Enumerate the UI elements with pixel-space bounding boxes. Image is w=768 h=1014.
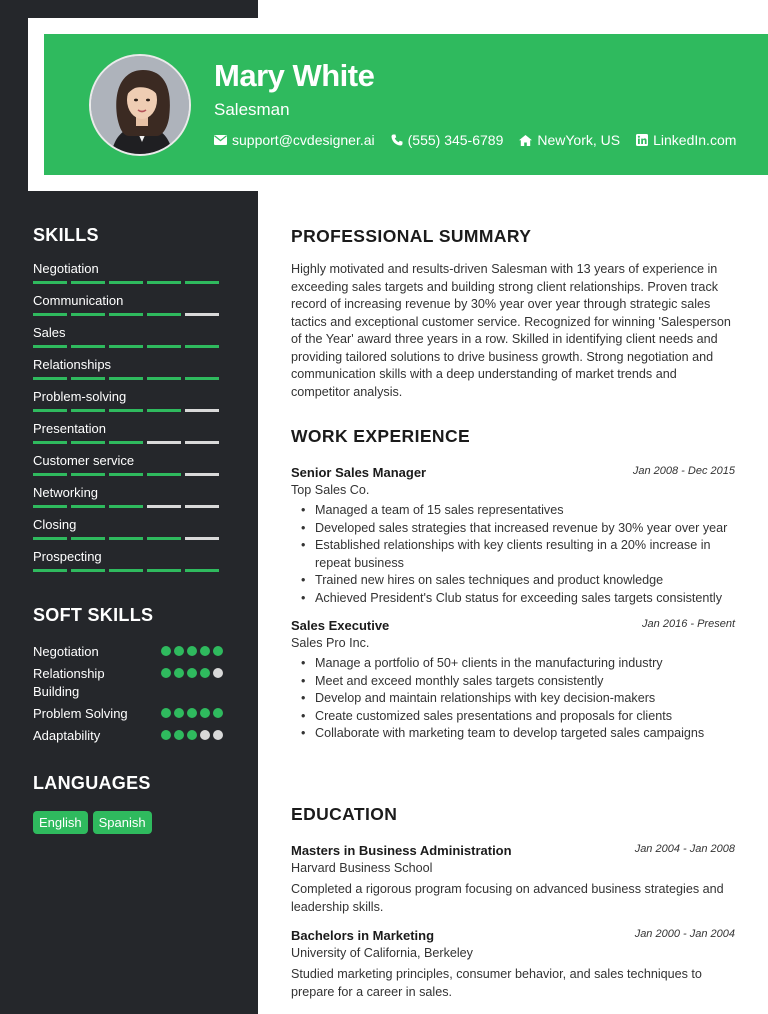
job-date: Jan 2016 - Present — [642, 618, 735, 630]
skill-item — [33, 517, 223, 549]
skill-item — [33, 389, 223, 421]
job-bullet: • Trained new hires on sales techniques and product knowledge — [291, 572, 735, 590]
rating-dot — [187, 708, 197, 718]
rating-dot — [200, 708, 210, 718]
education-header — [291, 928, 735, 945]
skill-item — [33, 293, 223, 325]
skill-level-segment — [33, 505, 67, 508]
contact-email-text: support@cvdesigner.ai — [232, 132, 375, 148]
summary-text: Highly motivated and results-driven Salesman with 13 years of experience in exceeding sales targets and building strong client relationships. Proven track record of increasing revenue by 30% year over year through strategic sales tactics and exceptional customer service. Recognized for winning 'Salesperson of the Year' award three years in a row. Skilled in identifying client needs and providing tailored solutions to drive business growth. Strong negotiation and communication skills with a deep understanding of market trends and competitor analysis. — [291, 262, 731, 399]
education-degree: Bachelors in Marketing — [291, 928, 435, 943]
skills-list — [33, 261, 223, 581]
job-bullet: • Managed a team of 15 sales representatives — [291, 502, 735, 520]
rating-dot — [161, 708, 171, 718]
soft-skill-item — [33, 705, 223, 723]
skill-level-segment — [185, 505, 219, 508]
summary-section — [291, 226, 735, 401]
skill-level-segment — [109, 505, 143, 508]
skill-level-segment — [33, 377, 67, 380]
soft-skills-heading: SOFT SKILLS — [33, 605, 154, 625]
job-bullet: • Manage a portfolio of 50+ clients in the manufacturing industry — [291, 655, 735, 673]
rating-dot — [187, 668, 197, 678]
contact-location-text: NewYork, US — [537, 132, 621, 148]
job-bullet: • Collaborate with marketing team to develop targeted sales campaigns — [291, 725, 735, 743]
skill-level-segment — [185, 473, 219, 476]
job-header — [291, 465, 735, 482]
skill-level-segment — [71, 409, 105, 412]
skill-level-bar — [33, 473, 223, 476]
education-date: Jan 2004 - Jan 2008 — [634, 843, 735, 855]
skill-level-segment — [109, 281, 143, 284]
skill-level-segment — [147, 537, 181, 540]
skill-item — [33, 325, 223, 357]
education-date: Jan 2000 - Jan 2004 — [634, 928, 735, 940]
job-bullets — [291, 502, 735, 607]
job-bullet: • Achieved President's Club status for exceeding sales targets consistently — [291, 590, 735, 608]
contact-location — [519, 132, 620, 148]
education-school: Harvard Business School — [291, 861, 433, 875]
rating-dot — [187, 730, 197, 740]
skill-item — [33, 261, 223, 293]
skill-level-segment — [185, 537, 219, 540]
rating-dot — [174, 708, 184, 718]
rating-dot — [213, 668, 223, 678]
avatar — [89, 54, 191, 156]
soft-skill-name: Relationship Building — [33, 666, 105, 699]
education-entry — [291, 843, 735, 916]
job-header — [291, 618, 735, 635]
rating-dot — [187, 646, 197, 656]
skill-level-segment — [71, 441, 105, 444]
skill-level-segment — [33, 473, 67, 476]
contact-phone-text: (555) 345-6789 — [407, 132, 504, 148]
rating-dot — [161, 668, 171, 678]
skill-level-segment — [33, 409, 67, 412]
contact-phone[interactable] — [391, 132, 504, 148]
skill-level-bar — [33, 409, 223, 412]
summary-heading: PROFESSIONAL SUMMARY — [291, 226, 532, 246]
soft-skill-rating — [158, 668, 223, 678]
rating-dot — [161, 730, 171, 740]
rating-dot — [161, 646, 171, 656]
contact-email[interactable] — [214, 132, 375, 148]
skill-level-segment — [71, 473, 105, 476]
skill-name: Sales — [33, 325, 66, 340]
skill-name: Problem-solving — [33, 389, 127, 404]
skill-level-segment — [109, 441, 143, 444]
skill-level-segment — [185, 313, 219, 316]
skill-item — [33, 421, 223, 453]
job-entry — [291, 465, 735, 607]
education-description: Completed a rigorous program focusing on advanced business strategies and leadership skills. — [291, 882, 724, 914]
skills-heading: SKILLS — [33, 225, 99, 245]
soft-skill-name: Problem Solving — [33, 706, 128, 721]
skill-level-segment — [185, 409, 219, 412]
education-section — [291, 804, 735, 1001]
skill-level-bar — [33, 569, 223, 572]
skill-name: Closing — [33, 517, 77, 532]
candidate-name: Mary White — [214, 58, 375, 93]
skill-level-segment — [185, 345, 219, 348]
header-card — [28, 18, 768, 191]
skill-name: Prospecting — [33, 549, 102, 564]
job-company: Top Sales Co. — [291, 483, 370, 497]
education-school: University of California, Berkeley — [291, 946, 473, 960]
skill-level-segment — [33, 281, 67, 284]
header-banner — [44, 34, 768, 175]
rating-dot — [213, 730, 223, 740]
soft-skill-item — [33, 665, 223, 701]
languages-section — [33, 773, 223, 834]
skill-level-segment — [33, 537, 67, 540]
job-bullet: • Developed sales strategies that increased revenue by 30% year over year — [291, 520, 735, 538]
soft-skill-name: Adaptability — [33, 728, 101, 743]
contact-linkedin[interactable] — [636, 132, 736, 148]
skills-section — [33, 225, 223, 581]
skill-level-segment — [147, 569, 181, 572]
phone-icon — [391, 134, 403, 146]
skill-level-segment — [109, 313, 143, 316]
education-description: Studied marketing principles, consumer behavior, and sales techniques to prepare for a career in sales. — [291, 967, 702, 999]
contact-bar — [214, 132, 752, 148]
job-bullet: • Meet and exceed monthly sales targets consistently — [291, 673, 735, 691]
skill-level-segment — [109, 409, 143, 412]
skill-level-segment — [185, 441, 219, 444]
skill-level-segment — [71, 377, 105, 380]
job-entry — [291, 618, 735, 743]
skill-name: Negotiation — [33, 261, 99, 276]
rating-dot — [174, 730, 184, 740]
skill-level-bar — [33, 377, 223, 380]
skill-level-segment — [71, 505, 105, 508]
experience-heading: WORK EXPERIENCE — [291, 426, 471, 446]
education-degree: Masters in Business Administration — [291, 843, 512, 858]
skill-level-segment — [33, 345, 67, 348]
soft-skill-rating — [158, 730, 223, 740]
experience-section — [291, 426, 735, 743]
skill-level-segment — [71, 537, 105, 540]
skill-level-bar — [33, 313, 223, 316]
skill-level-segment — [147, 473, 181, 476]
skill-level-bar — [33, 505, 223, 508]
soft-skill-item — [33, 643, 223, 661]
skill-level-segment — [109, 569, 143, 572]
skill-level-segment — [109, 377, 143, 380]
skill-name: Communication — [33, 293, 124, 308]
skill-name: Networking — [33, 485, 99, 500]
skill-level-segment — [71, 281, 105, 284]
skill-level-segment — [109, 537, 143, 540]
rating-dot — [174, 646, 184, 656]
skill-level-bar — [33, 281, 223, 284]
skill-level-segment — [71, 313, 105, 316]
skill-level-segment — [185, 377, 219, 380]
skill-level-segment — [33, 441, 67, 444]
education-heading: EDUCATION — [291, 804, 398, 824]
job-title: Senior Sales Manager — [291, 465, 427, 480]
skill-level-segment — [185, 569, 219, 572]
skill-level-bar — [33, 537, 223, 540]
skill-name: Customer service — [33, 453, 135, 468]
job-bullet: • Create customized sales presentations and proposals for clients — [291, 708, 735, 726]
job-title: Sales Executive — [291, 618, 390, 633]
linkedin-icon — [636, 134, 648, 146]
languages-heading: LANGUAGES — [33, 773, 151, 793]
soft-skill-rating — [158, 708, 223, 718]
jobs-list — [291, 465, 735, 743]
skill-item — [33, 357, 223, 389]
job-company: Sales Pro Inc. — [291, 636, 370, 650]
skill-level-segment — [109, 473, 143, 476]
education-entry — [291, 928, 735, 1001]
soft-skills-list — [33, 643, 223, 745]
education-header — [291, 843, 735, 860]
rating-dot — [174, 668, 184, 678]
candidate-title: Salesman — [214, 100, 290, 119]
language-badge: Spanish — [93, 811, 152, 834]
skill-item — [33, 453, 223, 485]
rating-dot — [200, 730, 210, 740]
rating-dot — [200, 646, 210, 656]
soft-skills-section — [33, 605, 223, 749]
skill-level-segment — [71, 569, 105, 572]
skill-level-bar — [33, 441, 223, 444]
rating-dot — [200, 668, 210, 678]
soft-skill-rating — [158, 646, 223, 656]
rating-dot — [213, 646, 223, 656]
skill-level-segment — [147, 313, 181, 316]
job-bullet: • Established relationships with key clients resulting in a 20% increase in repeat business — [291, 537, 735, 572]
envelope-icon — [214, 135, 227, 145]
skill-level-segment — [147, 345, 181, 348]
skill-level-segment — [147, 409, 181, 412]
skill-level-segment — [33, 313, 67, 316]
skill-level-segment — [147, 377, 181, 380]
job-bullets — [291, 655, 735, 743]
skill-level-bar — [33, 345, 223, 348]
skill-name: Relationships — [33, 357, 112, 372]
rating-dot — [213, 708, 223, 718]
skill-level-segment — [147, 505, 181, 508]
home-icon — [519, 135, 532, 146]
skill-level-segment — [33, 569, 67, 572]
skill-level-segment — [109, 345, 143, 348]
skill-name: Presentation — [33, 421, 106, 436]
skill-level-segment — [185, 281, 219, 284]
job-date: Jan 2008 - Dec 2015 — [632, 465, 735, 477]
languages-list — [33, 811, 223, 834]
skill-level-segment — [147, 281, 181, 284]
skill-level-segment — [71, 345, 105, 348]
job-bullet: • Develop and maintain relationships with key decision-makers — [291, 690, 735, 708]
education-list — [291, 843, 735, 1001]
skill-item — [33, 485, 223, 517]
language-badge: English — [33, 811, 88, 834]
contact-linkedin-text: LinkedIn.com — [653, 132, 737, 148]
skill-level-segment — [147, 441, 181, 444]
soft-skill-item — [33, 727, 223, 745]
soft-skill-name: Negotiation — [33, 644, 99, 659]
skill-item — [33, 549, 223, 581]
